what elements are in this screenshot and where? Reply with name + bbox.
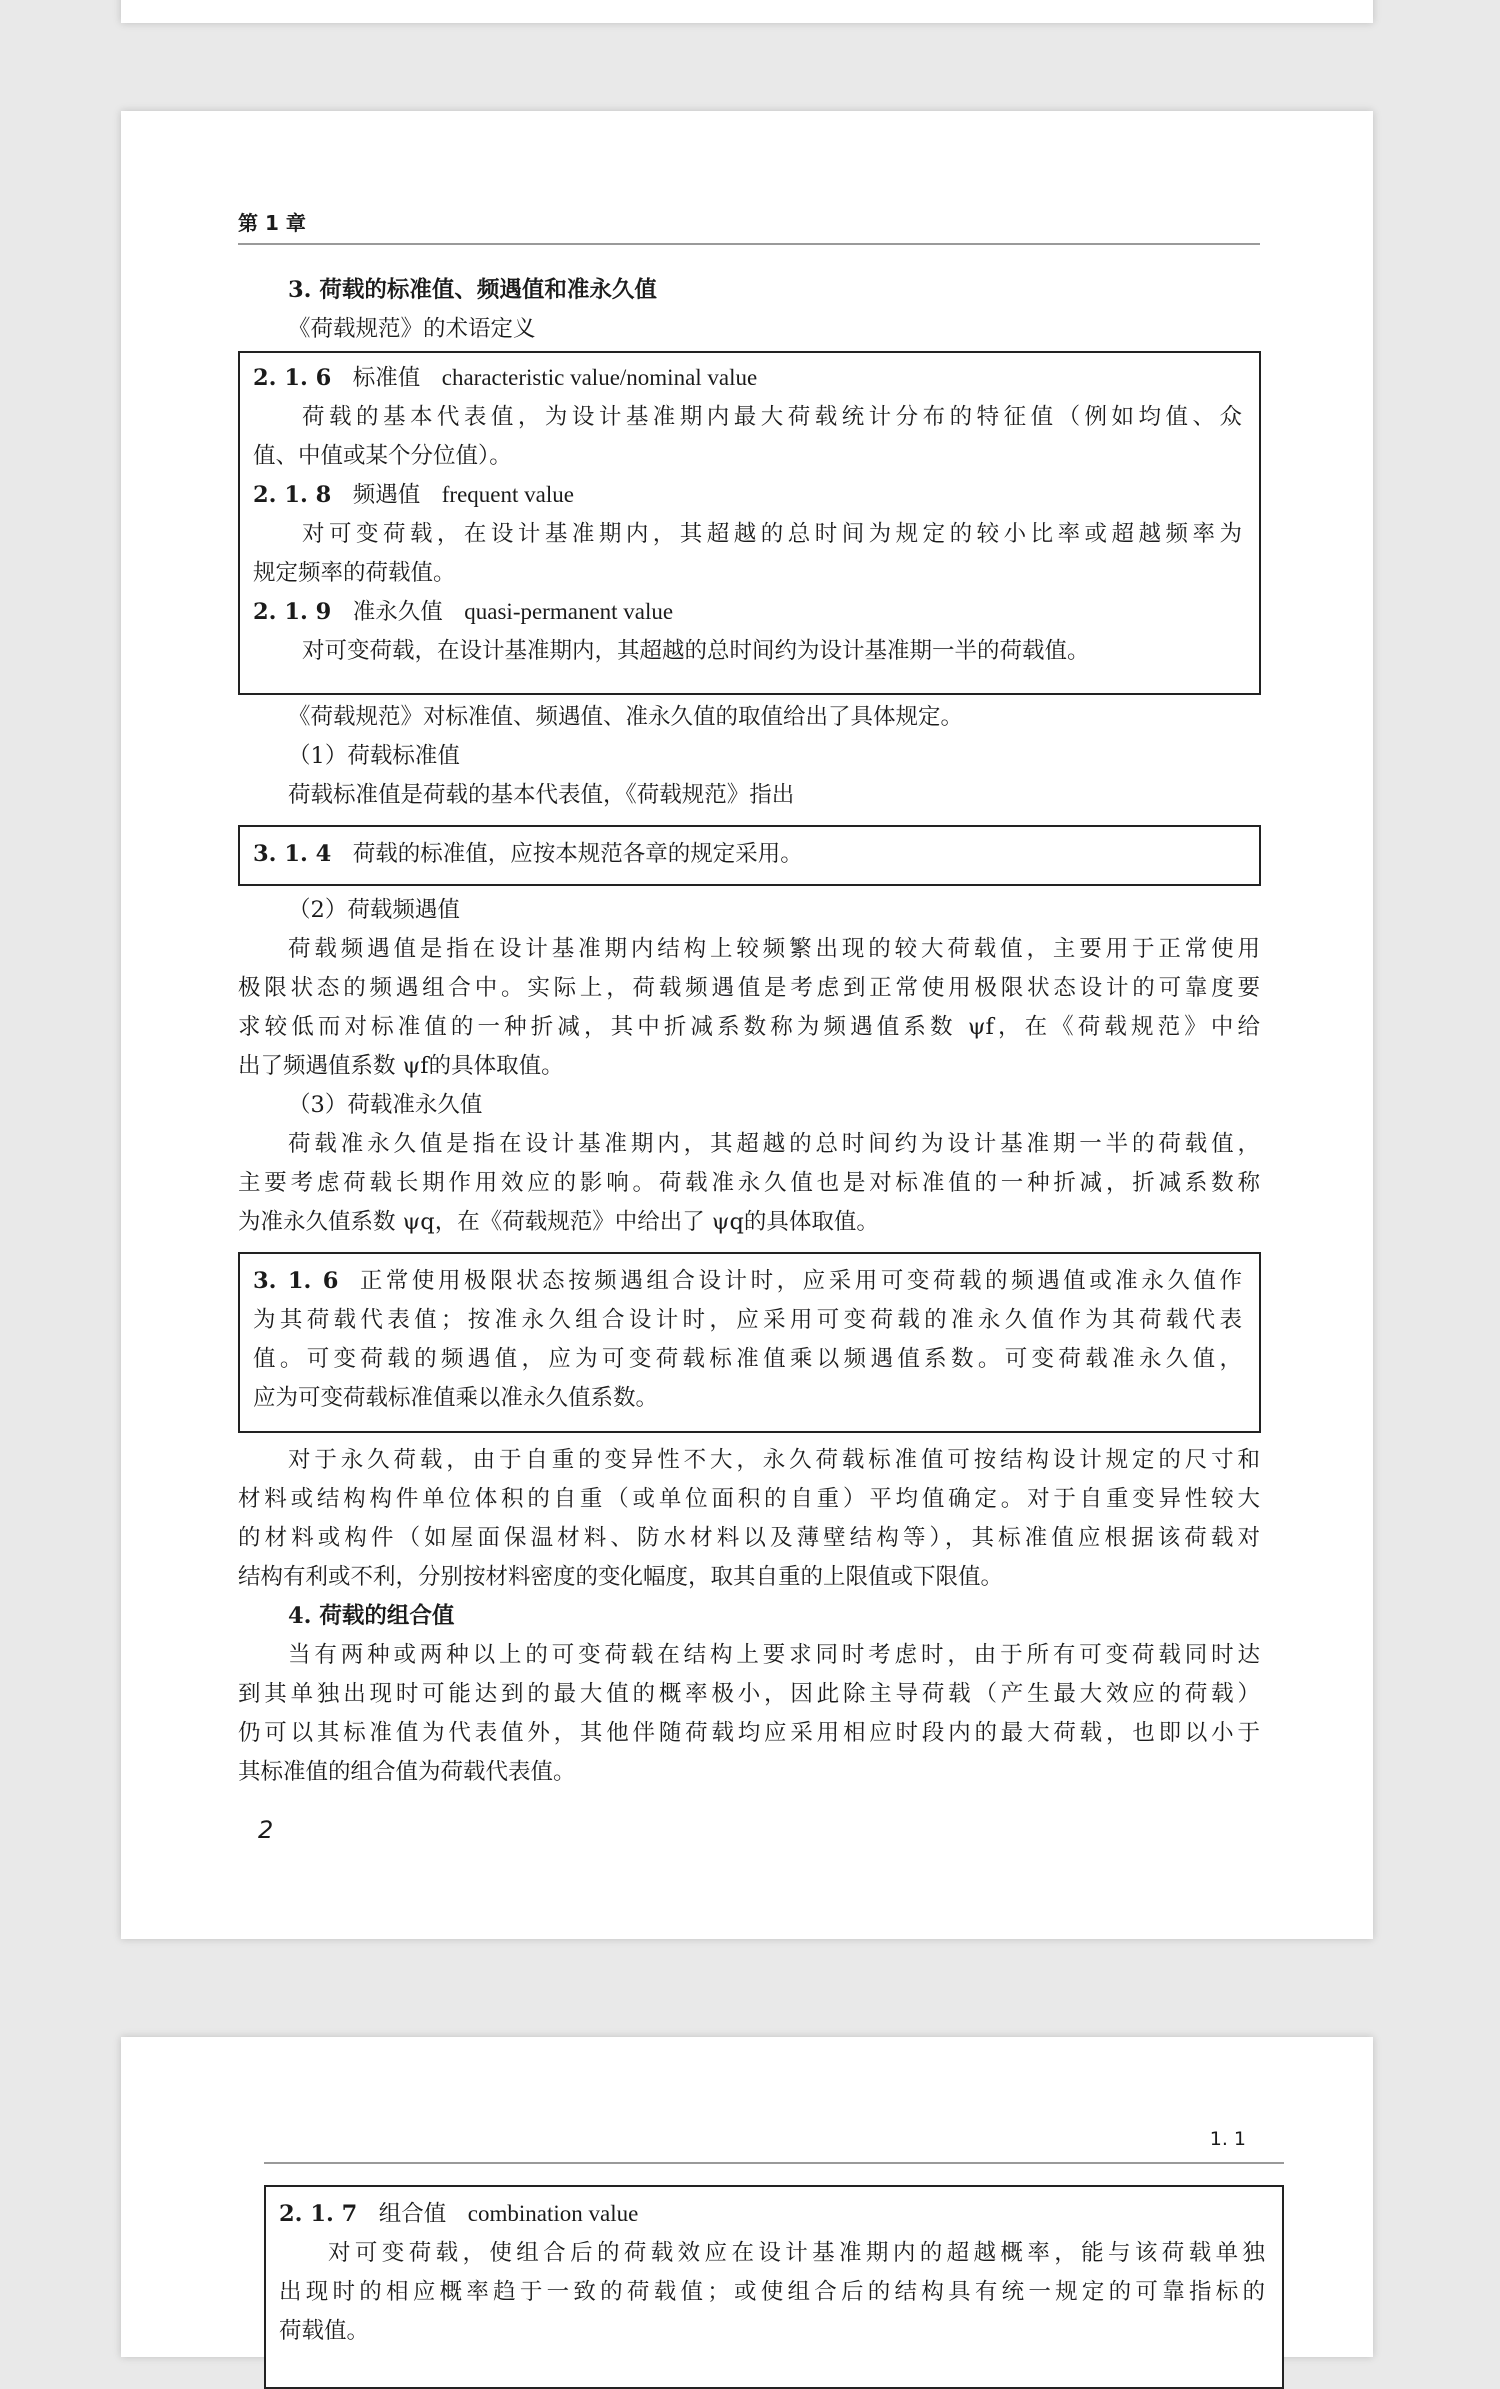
sub2-line-2: 极限状态的频遇组合中。实际上，荷载频遇值是考虑到正常使用极限状态设计的可靠度要 [238, 975, 1260, 1001]
next-page [121, 2037, 1373, 2357]
term-2-1-7 [279, 2195, 638, 2233]
term-name: 准永久值 [352, 599, 443, 625]
sub1-title: （1）荷载标准值 [288, 743, 460, 769]
term-2-1-8 [253, 476, 574, 514]
clause-3-1-6-line-4: 应为可变荷载标准值乘以准永久值系数。 [253, 1385, 659, 1411]
page-number: 2 [258, 1816, 274, 1844]
term-english: frequent value [441, 482, 574, 507]
term-number: 2. 1. 8 [253, 482, 332, 508]
section-3-intro: 《荷载规范》的术语定义 [288, 316, 536, 342]
section-4-line-1: 当有两种或两种以上的可变荷载在结构上要求同时考虑时，由于所有可变荷载同时达 [288, 1642, 1260, 1668]
sub3-title: （3）荷载准永久值 [288, 1092, 483, 1118]
running-head-section: 1. 1 [1209, 2128, 1246, 2150]
clause-3-1-4 [253, 835, 803, 873]
term-english: combination value [467, 2201, 639, 2226]
term-name: 组合值 [378, 2201, 447, 2227]
section-4-line-3: 仍可以其标准值为代表值外，其他伴随荷载均应采用相应时段内的最大荷载，也即以小于 [238, 1720, 1260, 1746]
permanent-line-3: 的材料或构件（如屋面保温材料、防水材料以及薄壁结构等），其标准值应根据该荷载对 [238, 1525, 1260, 1551]
previous-page [121, 0, 1373, 23]
clause-3-1-6-box [238, 1252, 1261, 1433]
term-2-1-8-line-1: 对可变荷载，在设计基准期内，其超越的总时间为规定的较小比率或超越频率为 [302, 521, 1242, 547]
definitions-box [238, 351, 1261, 695]
term-number: 2. 1. 9 [253, 599, 332, 625]
clause-3-1-6-line-1 [253, 1262, 1242, 1300]
document-page [121, 111, 1373, 1939]
term-number: 2. 1. 6 [253, 365, 332, 391]
clause-3-1-6-line-3: 值。可变荷载的频遇值，应为可变荷载标准值乘以频遇值系数。可变荷载准永久值， [253, 1346, 1242, 1372]
section-3-heading: 3. 荷载的标准值、频遇值和准永久值 [288, 277, 657, 303]
sub2-title: （2）荷载频遇值 [288, 897, 460, 923]
clause-text: 荷载的标准值，应按本规范各章的规定采用。 [352, 841, 803, 867]
sub3-line-2: 主要考虑荷载长期作用效应的影响。荷载准永久值也是对标准值的一种折减，折减系数称 [238, 1170, 1260, 1196]
definition-box-2-1-7 [264, 2185, 1284, 2389]
clause-3-1-4-box [238, 825, 1261, 886]
header-rule [264, 2162, 1284, 2164]
term-english: quasi-permanent value [464, 599, 674, 624]
term-name: 标准值 [352, 365, 421, 391]
term-2-1-9-line-1: 对可变荷载，在设计基准期内，其超越的总时间约为设计基准期一半的荷载值。 [302, 638, 1090, 664]
para-after-box: 《荷载规范》对标准值、频遇值、准永久值的取值给出了具体规定。 [288, 704, 964, 730]
term-english: characteristic value/nominal value [441, 365, 758, 390]
clause-number: 3. 1. 4 [253, 841, 332, 867]
term-2-1-6 [253, 359, 757, 397]
section-4-heading: 4. 荷载的组合值 [288, 1603, 455, 1629]
sub3-line-3: 为准永久值系数 ψq，在《荷载规范》中给出了 ψq的具体取值。 [238, 1209, 879, 1235]
chapter-label: 第 1 章 [238, 211, 306, 235]
sub1-text: 荷载标准值是荷载的基本代表值，《荷载规范》指出 [288, 782, 795, 808]
sub2-line-3: 求较低而对标准值的一种折减，其中折减系数称为频遇值系数 ψf，在《荷载规范》中给 [238, 1014, 1260, 1040]
section-4-line-4: 其标准值的组合值为荷载代表值。 [238, 1759, 576, 1785]
term-name: 频遇值 [352, 482, 421, 508]
clause-number: 3. 1. 6 [253, 1268, 339, 1294]
sub2-line-4: 出了频遇值系数 ψf的具体取值。 [238, 1053, 564, 1079]
term-2-1-8-line-2: 规定频率的荷载值。 [253, 560, 456, 586]
term-2-1-6-line-2: 值、中值或某个分位值）。 [253, 443, 512, 469]
term-2-1-6-line-1: 荷载的基本代表值，为设计基准期内最大荷载统计分布的特征值（例如均值、众 [302, 404, 1242, 430]
term-2-1-9 [253, 593, 673, 631]
term-number: 2. 1. 7 [279, 2201, 358, 2227]
section-4-line-2: 到其单独出现时可能达到的最大值的概率极小，因此除主导荷载（产生最大效应的荷载） [238, 1681, 1260, 1707]
sub3-line-1: 荷载准永久值是指在设计基准期内，其超越的总时间约为设计基准期一半的荷载值， [288, 1131, 1260, 1157]
permanent-line-4: 结构有利或不利，分别按材料密度的变化幅度，取其自重的上限值或下限值。 [238, 1564, 1004, 1590]
clause-3-1-6-line-2: 为其荷载代表值；按准永久组合设计时，应采用可变荷载的准永久值作为其荷载代表 [253, 1307, 1242, 1333]
clause-text: 正常使用极限状态按频遇组合设计时，应采用可变荷载的频遇值或准永久值作 [359, 1268, 1242, 1294]
term-2-1-7-line-1: 对可变荷载，使组合后的荷载效应在设计基准期内的超越概率，能与该荷载单独 [328, 2240, 1265, 2266]
sub2-line-1: 荷载频遇值是指在设计基准期内结构上较频繁出现的较大荷载值，主要用于正常使用 [288, 936, 1260, 962]
permanent-line-1: 对于永久荷载，由于自重的变异性不大，永久荷载标准值可按结构设计规定的尺寸和 [288, 1447, 1260, 1473]
term-2-1-7-line-3: 荷载值。 [279, 2318, 370, 2344]
header-rule [238, 243, 1260, 245]
term-2-1-7-line-2: 出现时的相应概率趋于一致的荷载值；或使组合后的结构具有统一规定的可靠指标的 [279, 2279, 1265, 2305]
permanent-line-2: 材料或结构构件单位体积的自重（或单位面积的自重）平均值确定。对于自重变异性较大 [238, 1486, 1260, 1512]
